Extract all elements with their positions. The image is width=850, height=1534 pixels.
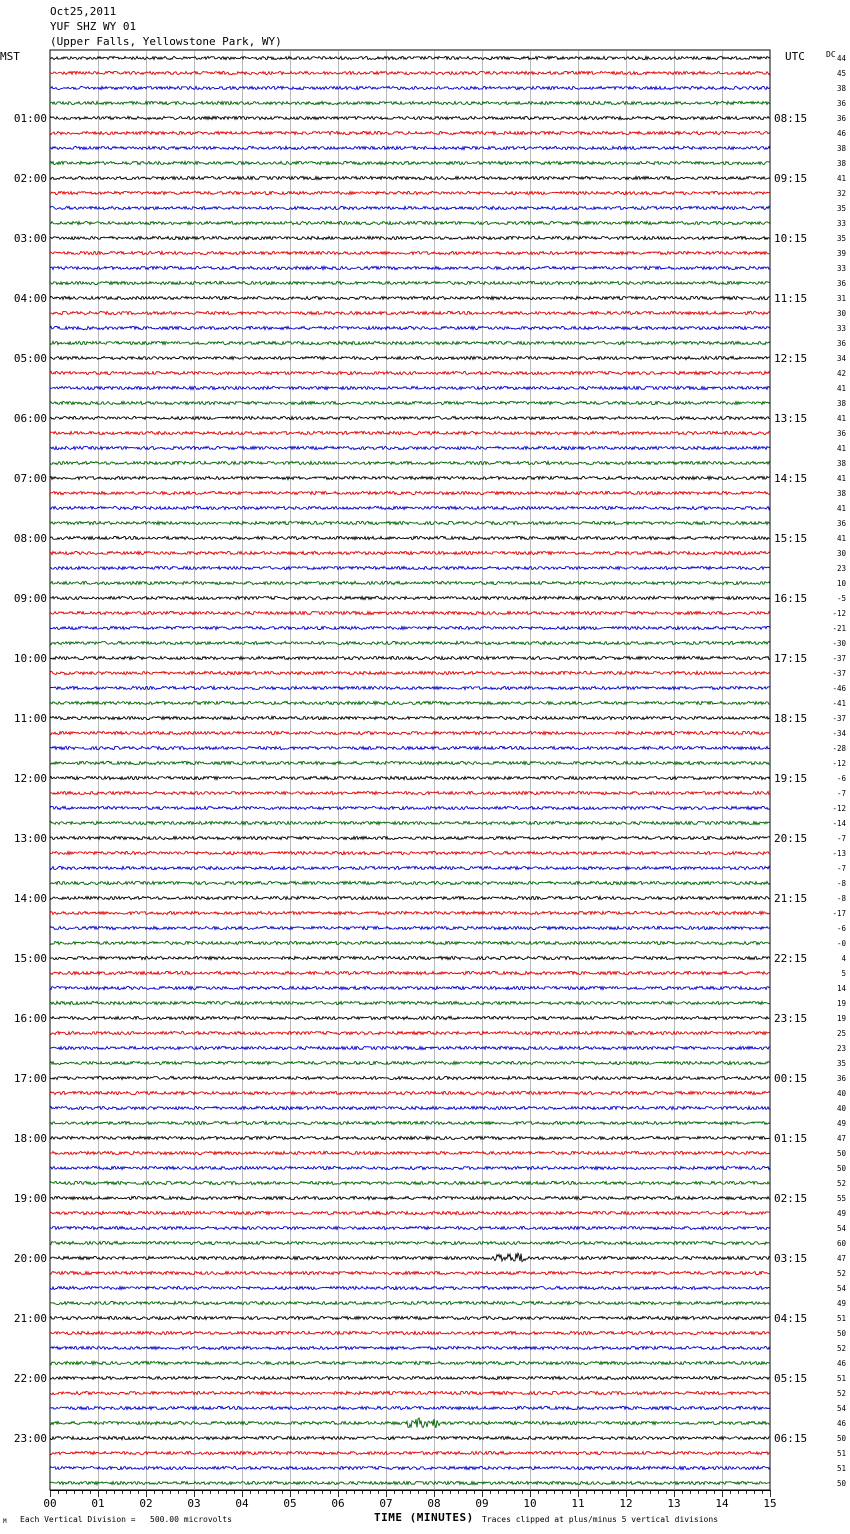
- dc-offset-label: 36: [836, 519, 846, 528]
- hour-label-utc: 10:15: [774, 232, 808, 245]
- x-tick-label: 06: [331, 1497, 345, 1510]
- seismic-trace: [50, 1121, 770, 1124]
- seismic-trace: [50, 296, 770, 299]
- dc-offset-label: -12: [832, 609, 846, 618]
- dc-offset-label: 50: [836, 1149, 846, 1158]
- dc-offset-label: 44: [836, 54, 846, 63]
- seismic-trace: [50, 1031, 770, 1034]
- seismic-trace: [50, 521, 770, 524]
- dc-offset-label: -21: [832, 624, 846, 633]
- x-tick-label: 07: [379, 1497, 393, 1510]
- seismic-trace: [50, 1151, 770, 1154]
- dc-offset-label: 41: [836, 444, 846, 453]
- seismic-trace: [50, 641, 770, 644]
- hour-label-utc: 21:15: [774, 892, 808, 905]
- hour-label-utc: 23:15: [774, 1012, 808, 1025]
- left-timezone: MST: [0, 50, 20, 63]
- x-tick-label: 10: [523, 1497, 537, 1510]
- dc-offset-label: 34: [836, 354, 846, 363]
- seismic-trace: [50, 1301, 770, 1304]
- dc-offset-label: -17: [832, 909, 846, 918]
- seismic-trace: [50, 626, 770, 629]
- hour-label-mst: 04:00: [13, 292, 47, 305]
- seismic-trace: [50, 326, 770, 329]
- seismic-trace: [50, 221, 770, 224]
- dc-offset-label: 54: [836, 1224, 846, 1233]
- dc-offset-label: 5: [841, 969, 846, 978]
- dc-offset-label: 36: [836, 1074, 846, 1083]
- dc-offset-label: -34: [832, 729, 846, 738]
- hour-label-mst: 22:00: [13, 1372, 47, 1385]
- seismic-trace: [50, 761, 770, 764]
- seismic-trace: [50, 1376, 770, 1379]
- seismic-trace: [50, 671, 770, 674]
- x-tick-label: 01: [91, 1497, 105, 1510]
- seismic-trace: [50, 701, 770, 704]
- x-tick-label: 04: [235, 1497, 249, 1510]
- dc-offset-label: 30: [836, 309, 846, 318]
- seismic-trace: [50, 1418, 770, 1428]
- seismic-trace: [50, 941, 770, 944]
- dc-offset-label: -6: [836, 924, 846, 933]
- dc-offset-label: 35: [836, 234, 846, 243]
- seismic-trace: [50, 281, 770, 284]
- seismic-trace: [50, 731, 770, 734]
- dc-offset-label: -12: [832, 804, 846, 813]
- dc-offset-label: 41: [836, 474, 846, 483]
- seismic-trace: [50, 611, 770, 614]
- hour-label-mst: 08:00: [13, 532, 47, 545]
- seismic-trace: [50, 866, 770, 869]
- seismic-trace: [50, 266, 770, 269]
- seismic-trace: [50, 596, 770, 599]
- dc-offset-label: 36: [836, 99, 846, 108]
- hour-label-mst: 06:00: [13, 412, 47, 425]
- hour-label-utc: 11:15: [774, 292, 808, 305]
- right-timezone: UTC: [785, 50, 805, 63]
- dc-offset-label: 38: [836, 489, 846, 498]
- x-axis-label: TIME (MINUTES): [374, 1511, 474, 1524]
- hour-label-mst: 10:00: [13, 652, 47, 665]
- seismic-trace: [50, 806, 770, 809]
- header-location: (Upper Falls, Yellowstone Park, WY): [50, 35, 282, 48]
- dc-offset-label: 25: [836, 1029, 846, 1038]
- x-tick-label: 15: [763, 1497, 777, 1510]
- seismic-trace: [50, 386, 770, 389]
- seismic-trace: [50, 1166, 770, 1169]
- seismic-trace: [50, 1001, 770, 1004]
- x-tick-label: 02: [139, 1497, 153, 1510]
- dc-offset-label: 33: [836, 264, 846, 273]
- dc-offset-label: 40: [836, 1089, 846, 1098]
- dc-offset-label: -37: [832, 714, 846, 723]
- dc-offset-label: 47: [836, 1254, 846, 1263]
- dc-offset-label: 46: [836, 1419, 846, 1428]
- x-tick-label: 14: [715, 1497, 729, 1510]
- hour-label-utc: 04:15: [774, 1312, 808, 1325]
- dc-offset-label: -28: [832, 744, 846, 753]
- dc-offset-label: 41: [836, 174, 846, 183]
- seismic-trace: [50, 101, 770, 104]
- seismic-trace: [50, 116, 770, 119]
- dc-offset-label: 60: [836, 1239, 846, 1248]
- seismic-trace: [50, 1241, 770, 1244]
- dc-offset-label: 46: [836, 129, 846, 138]
- hour-label-utc: 01:15: [774, 1132, 808, 1145]
- seismic-trace: [50, 1271, 770, 1274]
- dc-offset-label: 41: [836, 504, 846, 513]
- seismic-trace: [50, 1196, 770, 1199]
- dc-offset-label: -41: [832, 699, 846, 708]
- dc-offset-label: 50: [836, 1164, 846, 1173]
- dc-offset-label: 19: [836, 1014, 846, 1023]
- hour-label-mst: 13:00: [13, 832, 47, 845]
- seismic-trace: [50, 686, 770, 689]
- seismic-trace: [50, 581, 770, 584]
- seismic-trace: [50, 986, 770, 989]
- seismic-trace: [50, 716, 770, 719]
- seismic-trace: [50, 446, 770, 449]
- dc-offset-label: 49: [836, 1119, 846, 1128]
- seismic-trace: [50, 1076, 770, 1079]
- seismic-trace: [50, 56, 770, 59]
- dc-offset-label: 52: [836, 1269, 846, 1278]
- seismic-trace: [50, 566, 770, 569]
- seismic-trace: [50, 851, 770, 854]
- seismic-trace: [50, 86, 770, 89]
- corner-mark: M: [3, 1518, 7, 1525]
- dc-offset-label: 52: [836, 1344, 846, 1353]
- dc-offset-label: 51: [836, 1374, 846, 1383]
- dc-offset-label: 50: [836, 1479, 846, 1488]
- dc-offset-label: 55: [836, 1194, 846, 1203]
- seismic-trace: [50, 191, 770, 194]
- dc-offset-label: -37: [832, 654, 846, 663]
- seismic-trace: [50, 401, 770, 404]
- hour-label-utc: 16:15: [774, 592, 808, 605]
- x-tick-label: 13: [667, 1497, 681, 1510]
- x-tick-label: 11: [571, 1497, 585, 1510]
- x-tick-label: 12: [619, 1497, 633, 1510]
- dc-offset-label: 36: [836, 339, 846, 348]
- seismic-trace: [50, 926, 770, 929]
- dc-offset-label: 33: [836, 324, 846, 333]
- dc-offset-label: 33: [836, 219, 846, 228]
- seismic-trace: [50, 1046, 770, 1049]
- dc-offset-label: 38: [836, 84, 846, 93]
- seismic-trace: [50, 236, 770, 239]
- seismic-trace: [50, 1106, 770, 1109]
- seismic-trace: [50, 1316, 770, 1319]
- seismic-trace: [50, 311, 770, 314]
- time-axis: [43, 1490, 776, 1510]
- seismic-trace: [50, 791, 770, 794]
- hour-label-utc: 22:15: [774, 952, 808, 965]
- dc-offset-label: -6: [836, 774, 846, 783]
- seismic-trace: [50, 1436, 770, 1439]
- seismic-trace: [50, 836, 770, 839]
- hour-label-mst: 20:00: [13, 1252, 47, 1265]
- hour-label-mst: 21:00: [13, 1312, 47, 1325]
- dc-offset-label: -8: [836, 894, 846, 903]
- x-tick-label: 05: [283, 1497, 297, 1510]
- dc-offset-label: 38: [836, 459, 846, 468]
- dc-offset-label: 51: [836, 1314, 846, 1323]
- dc-offset-label: 38: [836, 144, 846, 153]
- seismic-trace: [50, 506, 770, 509]
- dc-offset-label: 46: [836, 1359, 846, 1368]
- dc-offset-label: 51: [836, 1464, 846, 1473]
- hour-label-mst: 03:00: [13, 232, 47, 245]
- dc-offset-label: 50: [836, 1329, 846, 1338]
- seismic-trace: [50, 371, 770, 374]
- hour-label-mst: 07:00: [13, 472, 47, 485]
- hour-label-mst: 02:00: [13, 172, 47, 185]
- seismic-trace: [50, 431, 770, 434]
- seismic-trace: [50, 1466, 770, 1469]
- hour-label-utc: 03:15: [774, 1252, 808, 1265]
- seismic-trace: [50, 896, 770, 899]
- dc-offset-label: -7: [836, 789, 846, 798]
- seismic-trace: [50, 251, 770, 254]
- hour-label-utc: 15:15: [774, 532, 808, 545]
- hour-label-mst: 19:00: [13, 1192, 47, 1205]
- dc-offset-label: -37: [832, 669, 846, 678]
- seismic-trace: [50, 476, 770, 479]
- seismic-trace: [50, 1061, 770, 1064]
- hour-label-mst: 23:00: [13, 1432, 47, 1445]
- scale-note: Each Vertical Division = 500.00 microvolts: [20, 1515, 232, 1524]
- seismic-trace: [50, 656, 770, 659]
- seismic-trace: [50, 161, 770, 164]
- hour-label-utc: 06:15: [774, 1432, 808, 1445]
- seismic-trace: [50, 461, 770, 464]
- seismic-trace: [50, 131, 770, 134]
- dc-offset-label: 23: [836, 564, 846, 573]
- dc-offset-label: 35: [836, 1059, 846, 1068]
- dc-header: DC: [826, 50, 836, 59]
- hour-label-mst: 11:00: [13, 712, 47, 725]
- dc-offset-label: 54: [836, 1404, 846, 1413]
- dc-offset-label: 23: [836, 1044, 846, 1053]
- dc-offset-label: 42: [836, 369, 846, 378]
- hour-label-mst: 05:00: [13, 352, 47, 365]
- dc-offset-label: 35: [836, 204, 846, 213]
- hour-label-mst: 09:00: [13, 592, 47, 605]
- dc-offset-label: 52: [836, 1179, 846, 1188]
- hour-label-mst: 01:00: [13, 112, 47, 125]
- seismic-trace: [50, 1136, 770, 1139]
- dc-offset-label: 4: [841, 954, 846, 963]
- dc-offset-label: -46: [832, 684, 846, 693]
- hour-label-mst: 14:00: [13, 892, 47, 905]
- seismic-trace: [50, 206, 770, 209]
- dc-offset-label: -8: [836, 879, 846, 888]
- seismic-trace: [50, 881, 770, 884]
- dc-offset-label: 36: [836, 279, 846, 288]
- seismic-trace: [50, 1181, 770, 1184]
- dc-offset-label: 52: [836, 1389, 846, 1398]
- hour-label-utc: 14:15: [774, 472, 808, 485]
- seismic-trace: [50, 1361, 770, 1364]
- dc-offset-label: 32: [836, 189, 846, 198]
- hour-label-utc: 00:15: [774, 1072, 808, 1085]
- seismic-trace: [50, 1016, 770, 1019]
- seismic-trace: [50, 1253, 770, 1261]
- dc-offset-label: 41: [836, 384, 846, 393]
- header-station: YUF SHZ WY 01: [50, 20, 137, 33]
- dc-offset-label: -12: [832, 759, 846, 768]
- dc-offset-label: -13: [832, 849, 846, 858]
- seismic-trace: [50, 1211, 770, 1214]
- dc-offset-label: 41: [836, 414, 846, 423]
- hour-label-utc: 17:15: [774, 652, 808, 665]
- dc-offset-label: 10: [836, 579, 846, 588]
- dc-offset-label: -7: [836, 834, 846, 843]
- hour-label-utc: 08:15: [774, 112, 808, 125]
- dc-offset-label: 19: [836, 999, 846, 1008]
- dc-offset-label: 49: [836, 1209, 846, 1218]
- x-tick-label: 00: [43, 1497, 57, 1510]
- hour-label-mst: 16:00: [13, 1012, 47, 1025]
- dc-offset-labels: [832, 54, 846, 1488]
- dc-offset-label: 36: [836, 429, 846, 438]
- dc-offset-label: 38: [836, 159, 846, 168]
- dc-offset-label: 39: [836, 249, 846, 258]
- clip-note: Traces clipped at plus/minus 5 vertical divisions: [482, 1515, 719, 1524]
- hour-label-utc: 18:15: [774, 712, 808, 725]
- dc-offset-label: -14: [832, 819, 846, 828]
- dc-offset-label: 45: [836, 69, 846, 78]
- x-tick-label: 08: [427, 1497, 441, 1510]
- hour-label-mst: 15:00: [13, 952, 47, 965]
- seismic-trace: [50, 1346, 770, 1349]
- dc-offset-label: 36: [836, 114, 846, 123]
- seismic-trace: [50, 416, 770, 419]
- hour-label-utc: 02:15: [774, 1192, 808, 1205]
- seismic-trace: [50, 176, 770, 179]
- seismic-trace: [50, 1226, 770, 1229]
- dc-offset-label: -0: [836, 939, 846, 948]
- seismic-trace: [50, 1331, 770, 1334]
- seismic-trace: [50, 71, 770, 74]
- seismic-trace: [50, 971, 770, 974]
- seismic-trace: [50, 821, 770, 824]
- hour-label-utc: 12:15: [774, 352, 808, 365]
- header-date: Oct25,2011: [50, 5, 117, 18]
- x-tick-label: 03: [187, 1497, 201, 1510]
- seismic-trace: [50, 776, 770, 779]
- dc-offset-label: 14: [836, 984, 846, 993]
- dc-offset-label: 47: [836, 1134, 846, 1143]
- seismic-trace: [50, 1091, 770, 1094]
- x-tick-label: 09: [475, 1497, 489, 1510]
- seismic-trace: [50, 1391, 770, 1394]
- seismic-trace: [50, 146, 770, 149]
- hour-label-utc: 13:15: [774, 412, 808, 425]
- dc-offset-label: 41: [836, 534, 846, 543]
- dc-offset-label: 50: [836, 1434, 846, 1443]
- seismic-trace: [50, 341, 770, 344]
- hour-label-mst: 12:00: [13, 772, 47, 785]
- dc-offset-label: -30: [832, 639, 846, 648]
- seismic-trace: [50, 1481, 770, 1484]
- dc-offset-label: -7: [836, 864, 846, 873]
- seismic-trace: [50, 911, 770, 914]
- dc-offset-label: 40: [836, 1104, 846, 1113]
- seismic-trace: [50, 746, 770, 749]
- hour-label-utc: 05:15: [774, 1372, 808, 1385]
- seismic-trace: [50, 956, 770, 959]
- dc-offset-label: 31: [836, 294, 846, 303]
- dc-offset-label: -5: [836, 594, 846, 603]
- trace-group: [50, 56, 770, 1484]
- seismic-trace: [50, 1451, 770, 1454]
- seismic-trace: [50, 356, 770, 359]
- dc-offset-label: 51: [836, 1449, 846, 1458]
- seismic-trace: [50, 491, 770, 494]
- hour-label-mst: 17:00: [13, 1072, 47, 1085]
- seismic-trace: [50, 536, 770, 539]
- hour-label-utc: 09:15: [774, 172, 808, 185]
- hour-label-mst: 18:00: [13, 1132, 47, 1145]
- dc-offset-label: 30: [836, 549, 846, 558]
- dc-offset-label: 54: [836, 1284, 846, 1293]
- dc-offset-label: 38: [836, 399, 846, 408]
- seismic-trace: [50, 551, 770, 554]
- dc-offset-label: 49: [836, 1299, 846, 1308]
- seismic-trace: [50, 1286, 770, 1289]
- seismic-trace: [50, 1406, 770, 1409]
- hour-label-utc: 20:15: [774, 832, 808, 845]
- hour-label-utc: 19:15: [774, 772, 808, 785]
